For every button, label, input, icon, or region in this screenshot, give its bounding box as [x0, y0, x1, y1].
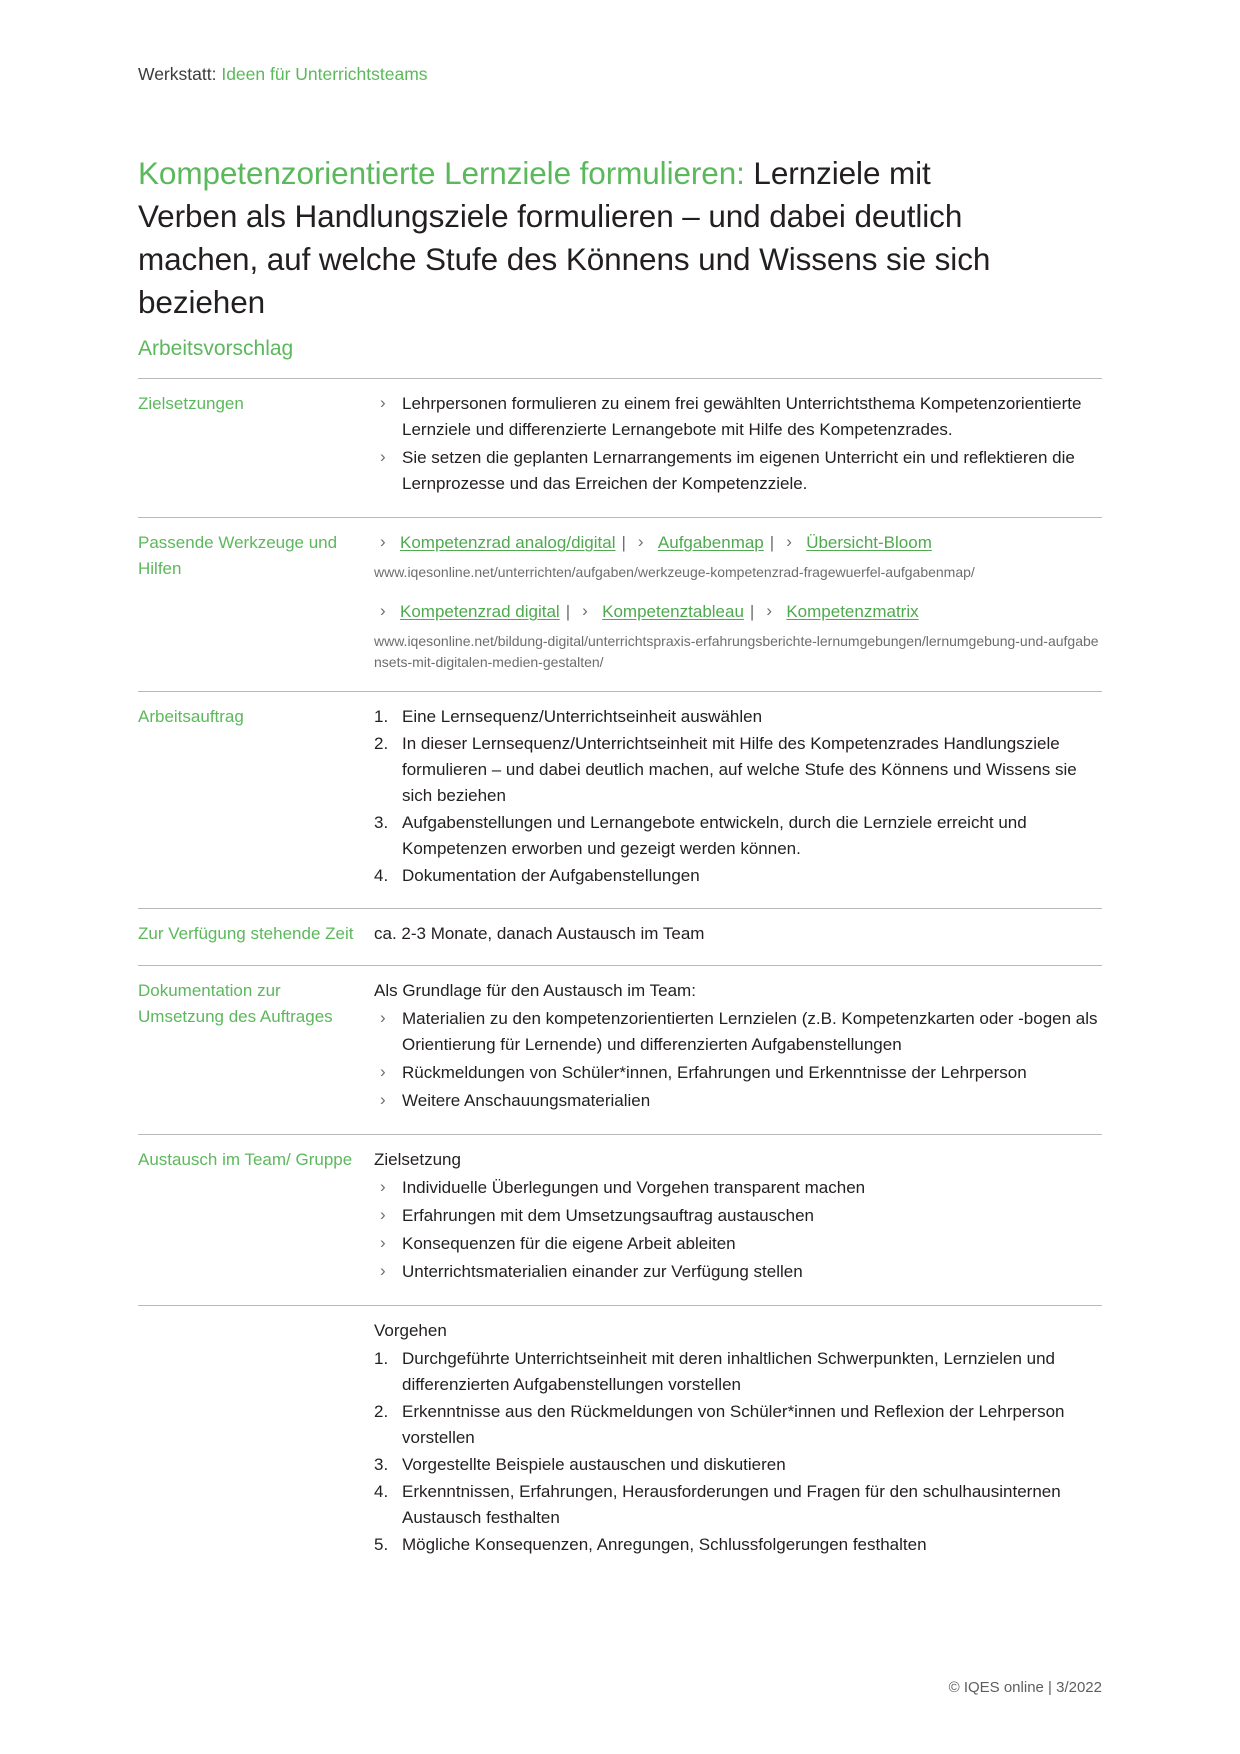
- list-item: › Sie setzen die geplanten Lernarrangements im eigenen Unterricht ein und reflektieren die Lernprozesse und das Erreichen der Kompetenzziele.: [374, 445, 1102, 497]
- list-item[interactable]: [632, 530, 764, 556]
- table-row-arbeitsauftrag: [138, 692, 1102, 909]
- row-content-vorgehen: [374, 1306, 1102, 1578]
- list-item: Mögliche Konsequenzen, Anregungen, Schlussfolgerungen festhalten: [402, 1535, 927, 1554]
- list-item: Erkenntnisse aus den Rückmeldungen von Schüler*innen und Reflexion der Lehrperson vorstellen: [402, 1402, 1065, 1447]
- vorgehen-list: [374, 1346, 1102, 1558]
- link-separator: |: [565, 602, 571, 621]
- dokumentation-list: [374, 1006, 1102, 1114]
- row-label-werkzeuge: Passende Werkzeuge und Hilfen: [138, 518, 374, 692]
- table-row-dokumentation: [138, 966, 1102, 1135]
- page-footer: © IQES online | 3/2022: [948, 1679, 1102, 1696]
- list-item: › Materialien zu den kompetenzorientierten Lernzielen (z.B. Kompetenzkarten oder -bogen als Orientierung für Lernende) und differenzierten Aufgabenstellungen: [374, 1006, 1102, 1058]
- link-kompetenzrad-analog-digital[interactable]: Kompetenzrad analog/digital: [400, 533, 616, 552]
- table-row-werkzeuge: [138, 518, 1102, 692]
- link-separator: |: [749, 602, 755, 621]
- list-item: › Erfahrungen mit dem Umsetzungsauftrag austauschen: [374, 1203, 1102, 1229]
- row-content-zeit: ca. 2-3 Monate, danach Austausch im Team: [374, 909, 1102, 966]
- list-item: › Individuelle Überlegungen und Vorgehen transparent machen: [374, 1175, 1102, 1201]
- header-label: Werkstatt:: [138, 64, 217, 84]
- url-werkzeuge-1: www.iqesonline.net/unterrichten/aufgaben/werkzeuge-kompetenzrad-fragewuerfel-aufgabenmap/: [374, 564, 975, 580]
- list-item: Vorgestellte Beispiele austauschen und diskutieren: [402, 1455, 786, 1474]
- link-kompetenzrad-digital[interactable]: Kompetenzrad digital: [400, 602, 560, 621]
- list-item[interactable]: [780, 530, 932, 556]
- list-item: Aufgabenstellungen und Lernangebote entwickeln, durch die Lernziele erreicht und Kompetenzen erworben und gezeigt werden können.: [402, 813, 1027, 858]
- list-item: › Unterrichtsmaterialien einander zur Verfügung stellen: [374, 1259, 1102, 1285]
- austausch-zielsetzung-list: [374, 1175, 1102, 1285]
- list-item: In dieser Lernsequenz/Unterrichtseinheit mit Hilfe des Kompetenzrades Handlungsziele formulieren – und dabei deutlich machen, auf welche Stufe des Könnens und Wissens sie sich beziehen: [402, 734, 1077, 805]
- link-list-2: [374, 602, 921, 621]
- vorgehen-head: Vorgehen: [374, 1321, 447, 1340]
- link-aufgabenmap[interactable]: Aufgabenmap: [657, 533, 764, 552]
- link-list-1: [374, 533, 934, 552]
- list-item: › Lehrpersonen formulieren zu einem frei gewählten Unterrichtsthema Kompetenzorientierte Lernziele und differenzierte Lernangebote mit Hilfe des Kompetenzrades.: [374, 391, 1102, 443]
- row-content-zielsetzungen: [374, 379, 1102, 518]
- row-label-zielsetzungen: Zielsetzungen: [138, 379, 374, 518]
- link-row-1: [374, 530, 1102, 558]
- list-item: Eine Lernsequenz/Unterrichtseinheit auswählen: [402, 707, 763, 726]
- zielsetzungen-list: [374, 391, 1102, 497]
- list-item: › Konsequenzen für die eigene Arbeit ableiten: [374, 1231, 1102, 1257]
- table-row-zeit: [138, 909, 1102, 966]
- link-uebersicht-bloom[interactable]: Übersicht-Bloom: [806, 533, 932, 552]
- table-row-zielsetzungen: [138, 379, 1102, 518]
- list-item[interactable]: [374, 599, 560, 625]
- list-item: › Weitere Anschauungsmaterialien: [374, 1088, 1102, 1114]
- arbeitsauftrag-list: [374, 704, 1102, 889]
- link-kompetenztableau[interactable]: Kompetenztableau: [602, 602, 744, 621]
- row-label-austausch: Austausch im Team/ Gruppe: [138, 1135, 374, 1306]
- link-row-2: [374, 599, 1102, 627]
- list-item: Durchgeführte Unterrichtseinheit mit deren inhaltlichen Schwerpunkten, Lernzielen und differenzierten Aufgabenstellungen vorstellen: [402, 1349, 1055, 1394]
- list-item: Dokumentation der Aufgabenstellungen: [402, 866, 700, 885]
- page-subtitle: Arbeitsvorschlag: [138, 337, 294, 360]
- content-table: [138, 378, 1102, 1577]
- list-item[interactable]: [760, 599, 918, 625]
- page-title: [138, 152, 1038, 324]
- austausch-zielsetzung-head: Zielsetzung: [374, 1150, 461, 1169]
- row-content-werkzeuge: [374, 518, 1102, 692]
- table-row-vorgehen: [138, 1306, 1102, 1578]
- header-value: Ideen für Unterrichtsteams: [221, 64, 428, 84]
- link-separator: |: [621, 533, 626, 552]
- table-row-austausch: [138, 1135, 1102, 1306]
- page-title-accent: Kompetenzorientierte Lernziele formulieren:: [138, 155, 745, 191]
- dokumentation-intro: Als Grundlage für den Austausch im Team:: [374, 981, 696, 1000]
- url-werkzeuge-2: www.iqesonline.net/bildung-digital/unterrichtspraxis-erfahrungsberichte-lernumgebungen/lernumgebung-und-aufgabensets-mit-digitalen-medien-gestalten/: [374, 633, 1099, 670]
- link-kompetenzmatrix[interactable]: Kompetenzmatrix: [786, 602, 919, 621]
- list-item[interactable]: [576, 599, 744, 625]
- link-separator: |: [769, 533, 775, 552]
- row-content-dokumentation: [374, 966, 1102, 1135]
- list-item: › Rückmeldungen von Schüler*innen, Erfahrungen und Erkenntnisse der Lehrperson: [374, 1060, 1102, 1086]
- row-label-vorgehen-empty: [138, 1306, 374, 1578]
- row-content-arbeitsauftrag: [374, 692, 1102, 909]
- row-label-dokumentation: Dokumentation zur Umsetzung des Auftrages: [138, 966, 374, 1135]
- list-item[interactable]: [374, 530, 615, 556]
- list-item: Erkenntnissen, Erfahrungen, Herausforderungen und Fragen für den schulhausinternen Austausch festhalten: [402, 1482, 1061, 1527]
- row-label-arbeitsauftrag: Arbeitsauftrag: [138, 692, 374, 909]
- document-header: [138, 62, 1102, 86]
- page-title-rest: Lernziele mit Verben als Handlungsziele formulieren – und dabei deutlich machen, auf welche Stufe des Könnens und Wissens sie sich beziehen: [138, 155, 991, 320]
- row-label-zeit: Zur Verfügung stehende Zeit: [138, 909, 374, 966]
- row-content-austausch-zielsetzung: [374, 1135, 1102, 1306]
